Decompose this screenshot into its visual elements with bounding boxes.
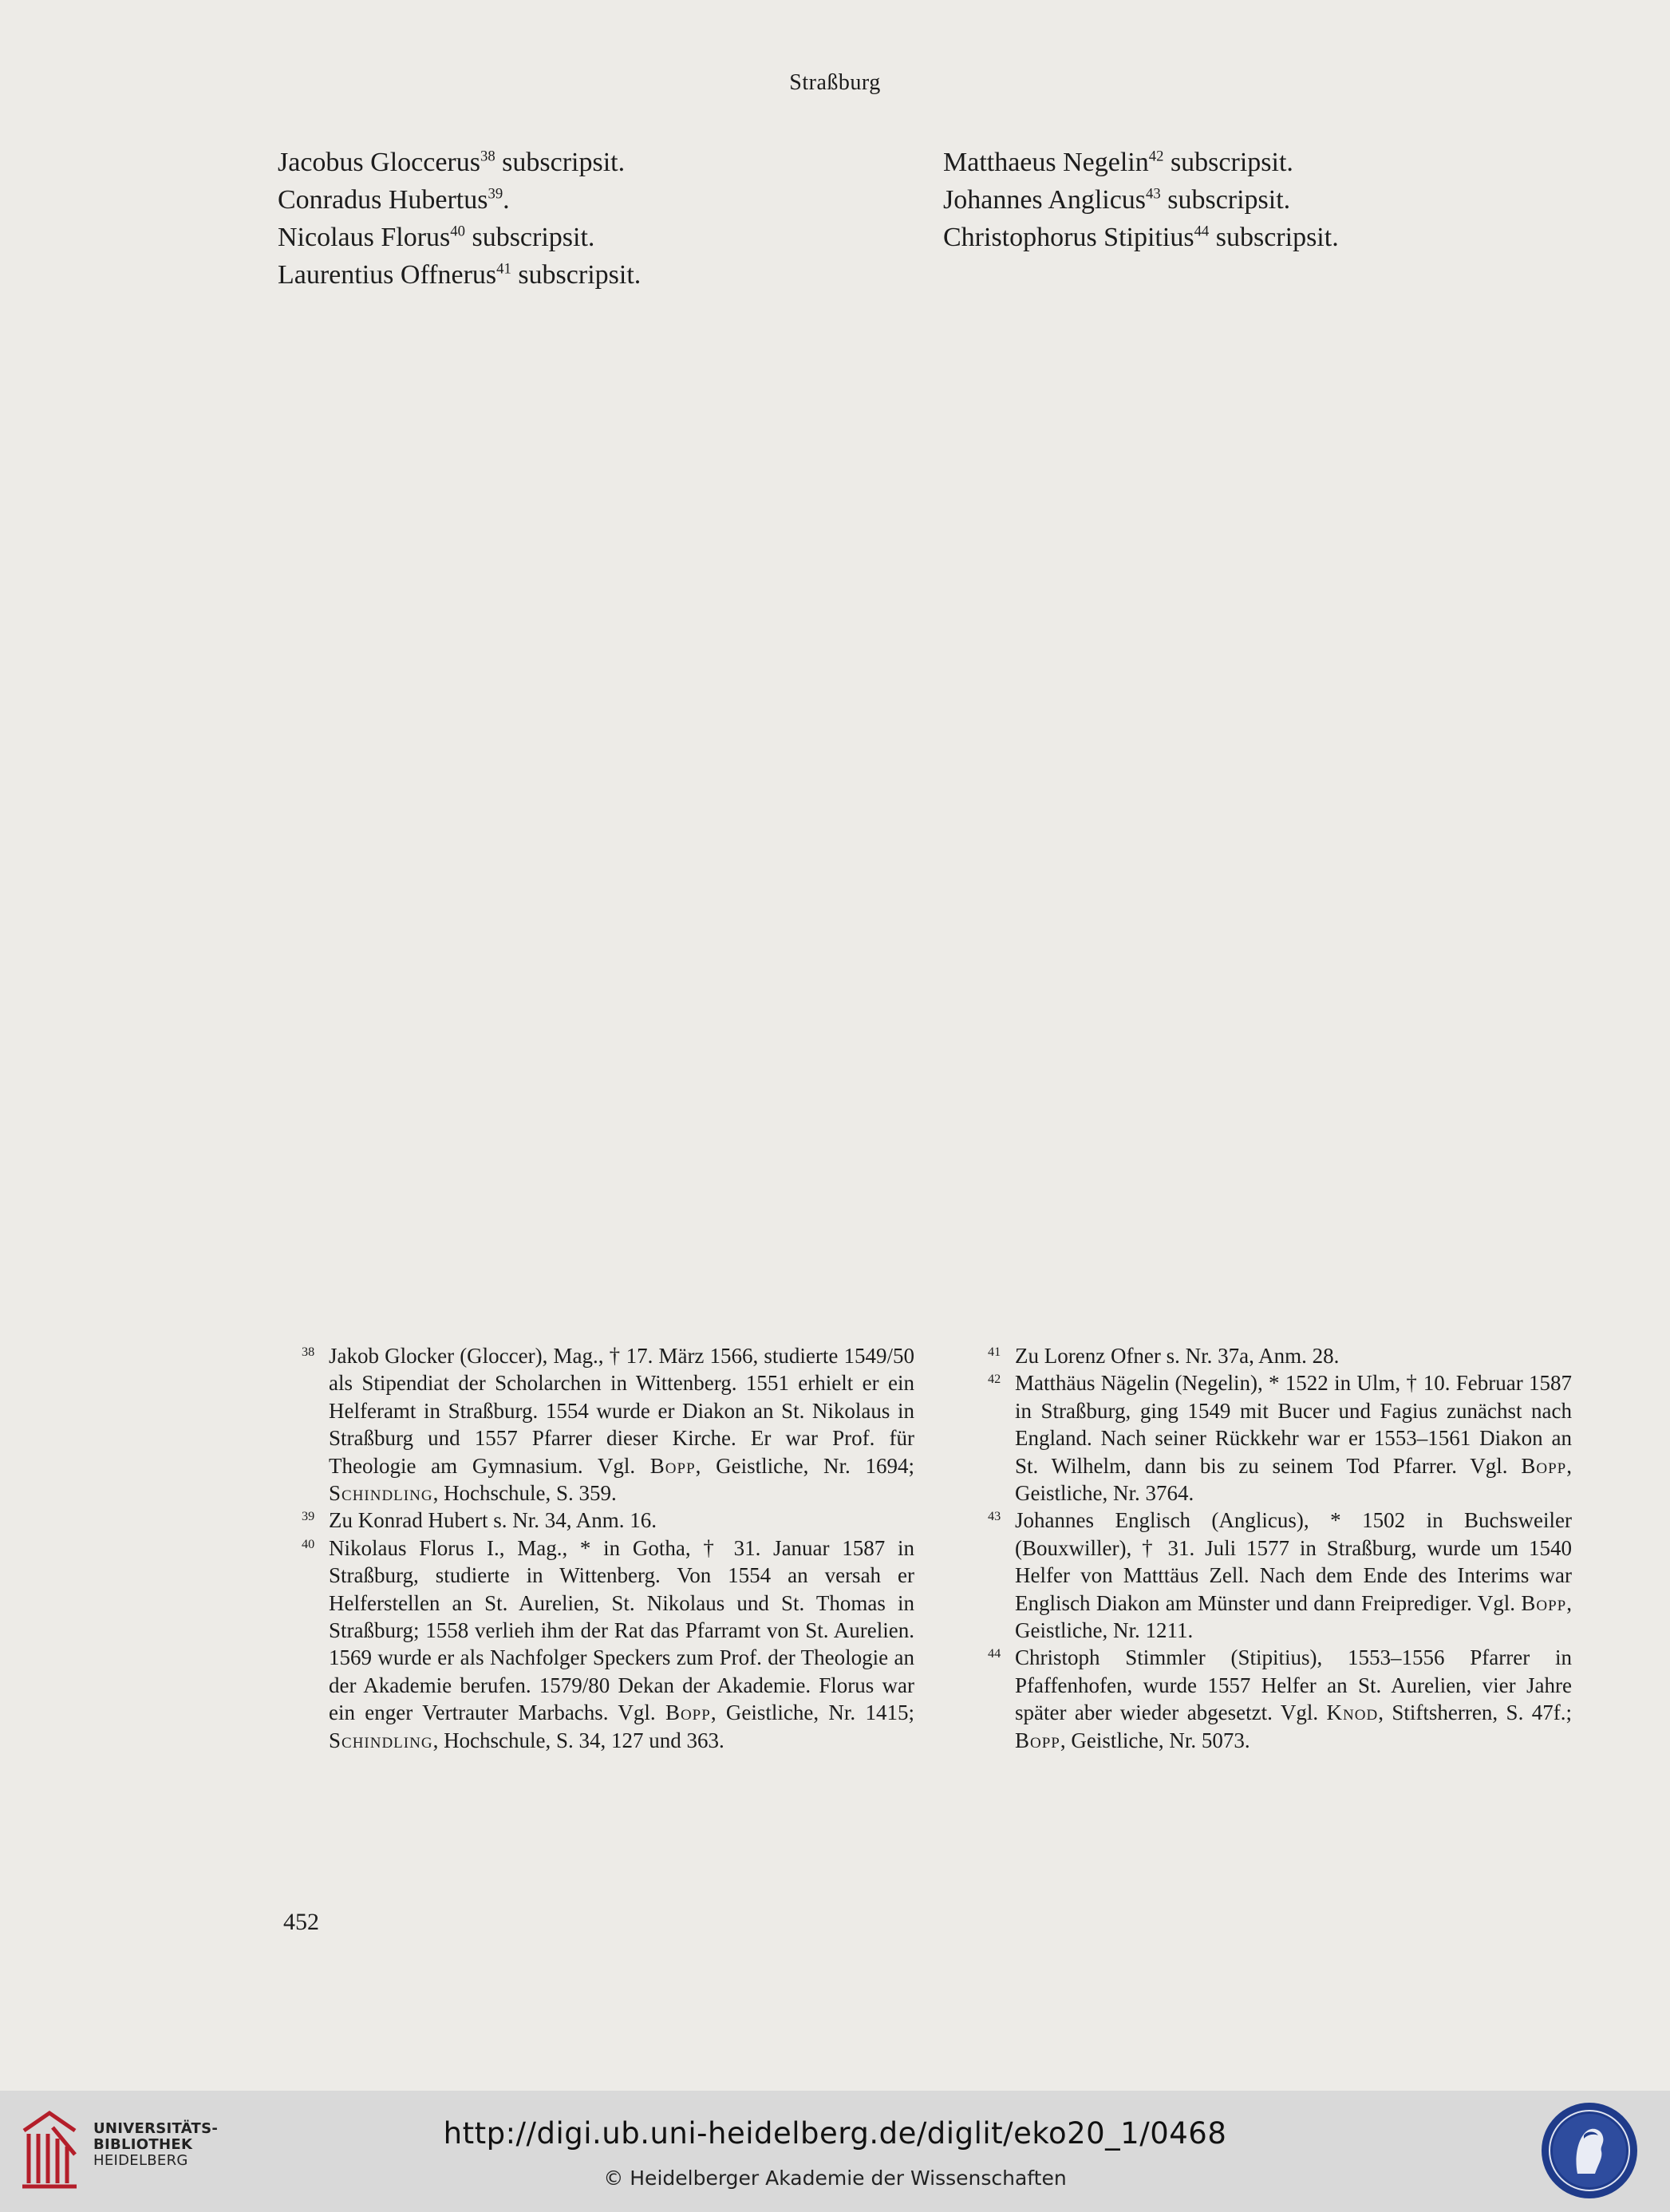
signature-text: . bbox=[503, 185, 510, 215]
signature-text: subscripsit. bbox=[1160, 185, 1291, 215]
footnote-text: Christoph Stimmler (Stipitius), 1553–1556 Pfarrer in Pfaffenhofen, wurde 1557 Helfer an St. Aurelien, vier Jahre später aber wieder abgesetzt. Vgl. bbox=[1015, 1645, 1572, 1725]
signature-line bbox=[943, 181, 1339, 219]
footnote-41 bbox=[964, 1342, 1572, 1369]
footnote-number: 40 bbox=[302, 1536, 315, 1551]
footnote-number: 41 bbox=[988, 1345, 1001, 1359]
footnote-text: Matthäus Nägelin (Negelin), * 1522 in Ulm, † 10. Februar 1587 in Straßburg, ging 1549 mit Bucer und Fagius zunächst nach England. Nach seiner Rückkehr war er 1553–1561 Diakon an St. Wilhelm, dann bis zu seinem Tod Pfarrer. Vgl. bbox=[1015, 1371, 1572, 1478]
author-ref: Bopp bbox=[665, 1700, 711, 1725]
footnote-text: , Geistliche, Nr. 5073. bbox=[1060, 1728, 1250, 1752]
footnote-number: 42 bbox=[988, 1372, 1001, 1387]
footnote-text: , Geistliche, Nr. 3764. bbox=[1015, 1453, 1572, 1506]
signature-line bbox=[278, 256, 641, 294]
library-name-line: HEIDELBERG bbox=[93, 2152, 188, 2169]
footnote-ref: 40 bbox=[450, 223, 465, 240]
footnote-number: 39 bbox=[302, 1509, 315, 1524]
signatures-right bbox=[943, 144, 1339, 256]
signatory-name: Johannes Anglicus bbox=[943, 185, 1147, 215]
signatures-left bbox=[278, 144, 641, 294]
page-number: 452 bbox=[283, 1909, 319, 1935]
footnote-ref: 43 bbox=[1146, 185, 1161, 203]
signatory-name: Nicolaus Florus bbox=[278, 223, 451, 252]
footnotes-right bbox=[964, 1342, 1572, 1754]
signature-text: subscripsit. bbox=[1163, 148, 1293, 177]
signatory-name: Matthaeus Negelin bbox=[943, 148, 1149, 177]
footnote-text: , Geistliche, Nr. 1694; bbox=[695, 1453, 914, 1478]
footnote-number: 38 bbox=[302, 1345, 315, 1359]
copyright-notice: © Heidelberger Akademie der Wissenschaften bbox=[603, 2167, 1067, 2190]
footnote-40 bbox=[278, 1535, 914, 1754]
signature-text: subscripsit. bbox=[464, 223, 595, 252]
footnote-ref: 44 bbox=[1194, 223, 1210, 240]
signatory-name: Jacobus Gloccerus bbox=[278, 148, 480, 177]
signature-text: subscripsit. bbox=[511, 260, 642, 290]
footnote-ref: 39 bbox=[488, 185, 503, 203]
footnote-text: , Geistliche, Nr. 1415; bbox=[710, 1700, 914, 1725]
author-ref: Bopp bbox=[649, 1453, 696, 1478]
footnote-ref: 38 bbox=[480, 148, 495, 165]
footnote-39 bbox=[278, 1507, 914, 1534]
footnote-text: Jakob Glocker (Gloccer), Mag., † 17. März 1566, studierte 1549/50 als Stipendiat der Scholarchen in Wittenberg. 1551 erhielt er ein Helferamt in Straßburg. 1554 wurde er Diakon an St. Nikolaus in Straßburg und 1557 Pfarrer dieser Kirche. Er war Prof. für Theologie am Gymnasium. Vgl. bbox=[329, 1344, 914, 1478]
signature-text: subscripsit. bbox=[1209, 223, 1339, 252]
library-footer bbox=[0, 2091, 1670, 2212]
signatory-name: Christophorus Stipitius bbox=[943, 223, 1194, 252]
footnote-text: , Hochschule, S. 359. bbox=[432, 1481, 617, 1506]
signatory-name: Laurentius Offnerus bbox=[278, 260, 497, 290]
footnote-text: , Hochschule, S. 34, 127 und 363. bbox=[432, 1728, 724, 1752]
signature-line bbox=[278, 219, 641, 256]
author-ref: Bopp bbox=[1521, 1590, 1567, 1615]
footnote-text: Johannes Englisch (Anglicus), * 1502 in Buchsweiler (Bouxwiller), † 31. Juli 1577 in Straßburg, wurde um 1540 Helfer von Matttäus Zell. Nach dem Ende des Interims war Englisch Diakon am Münster und dann Freiprediger. Vgl. bbox=[1015, 1508, 1572, 1615]
footnote-text: Zu Konrad Hubert s. Nr. 34, Anm. 16. bbox=[329, 1508, 657, 1533]
footnote-43 bbox=[964, 1507, 1572, 1644]
signature-line bbox=[278, 181, 641, 219]
academy-seal-icon bbox=[1539, 2100, 1640, 2201]
author-ref: Schindling bbox=[329, 1481, 433, 1506]
footnote-44 bbox=[964, 1644, 1572, 1754]
footnote-text: Nikolaus Florus I., Mag., * in Gotha, † 31. Januar 1587 in Straßburg, studierte in Wittenberg. Von 1554 an versah er Helferstellen an St. Aurelien, St. Nikolaus und St. Thomas in Straßburg; 1558 verlieh ihm der Rat das Pfarramt von St. Aurelien. 1569 wurde er als Nachfolger Speckers zum Prof. der Theologie an der Akademie berufen. 1579/80 Dekan der Akademie. Florus war ein enger Vertrauter Marbachs. Vgl. bbox=[329, 1535, 914, 1725]
author-ref: Bopp bbox=[1015, 1728, 1060, 1752]
running-header: Straßburg bbox=[789, 70, 881, 95]
author-ref: Bopp bbox=[1521, 1453, 1567, 1478]
footnote-38 bbox=[278, 1342, 914, 1507]
library-name-line: BIBLIOTHEK bbox=[93, 2136, 193, 2153]
library-name-line: UNIVERSITÄTS- bbox=[93, 2120, 219, 2137]
signature-line bbox=[943, 144, 1339, 181]
footnotes-left bbox=[278, 1342, 914, 1754]
signatory-name: Conradus Hubertus bbox=[278, 185, 488, 215]
footnote-text: Zu Lorenz Ofner s. Nr. 37a, Anm. 28. bbox=[1015, 1344, 1340, 1368]
footnote-number: 43 bbox=[988, 1509, 1001, 1524]
author-ref: Schindling bbox=[329, 1728, 433, 1752]
footnote-ref: 42 bbox=[1148, 148, 1164, 165]
signature-line bbox=[278, 144, 641, 181]
footnote-text: , Geistliche, Nr. 1211. bbox=[1015, 1590, 1572, 1643]
permalink[interactable]: http://digi.ub.uni-heidelberg.de/diglit/eko20_1/0468 bbox=[443, 2116, 1227, 2151]
footnote-42 bbox=[964, 1369, 1572, 1507]
footnote-text: , Stiftsherren, S. 47f.; bbox=[1378, 1700, 1572, 1725]
footnote-number: 44 bbox=[988, 1646, 1001, 1661]
author-ref: Knod bbox=[1326, 1700, 1379, 1725]
footnote-ref: 41 bbox=[496, 260, 511, 278]
signature-line bbox=[943, 219, 1339, 256]
signature-text: subscripsit. bbox=[495, 148, 626, 177]
